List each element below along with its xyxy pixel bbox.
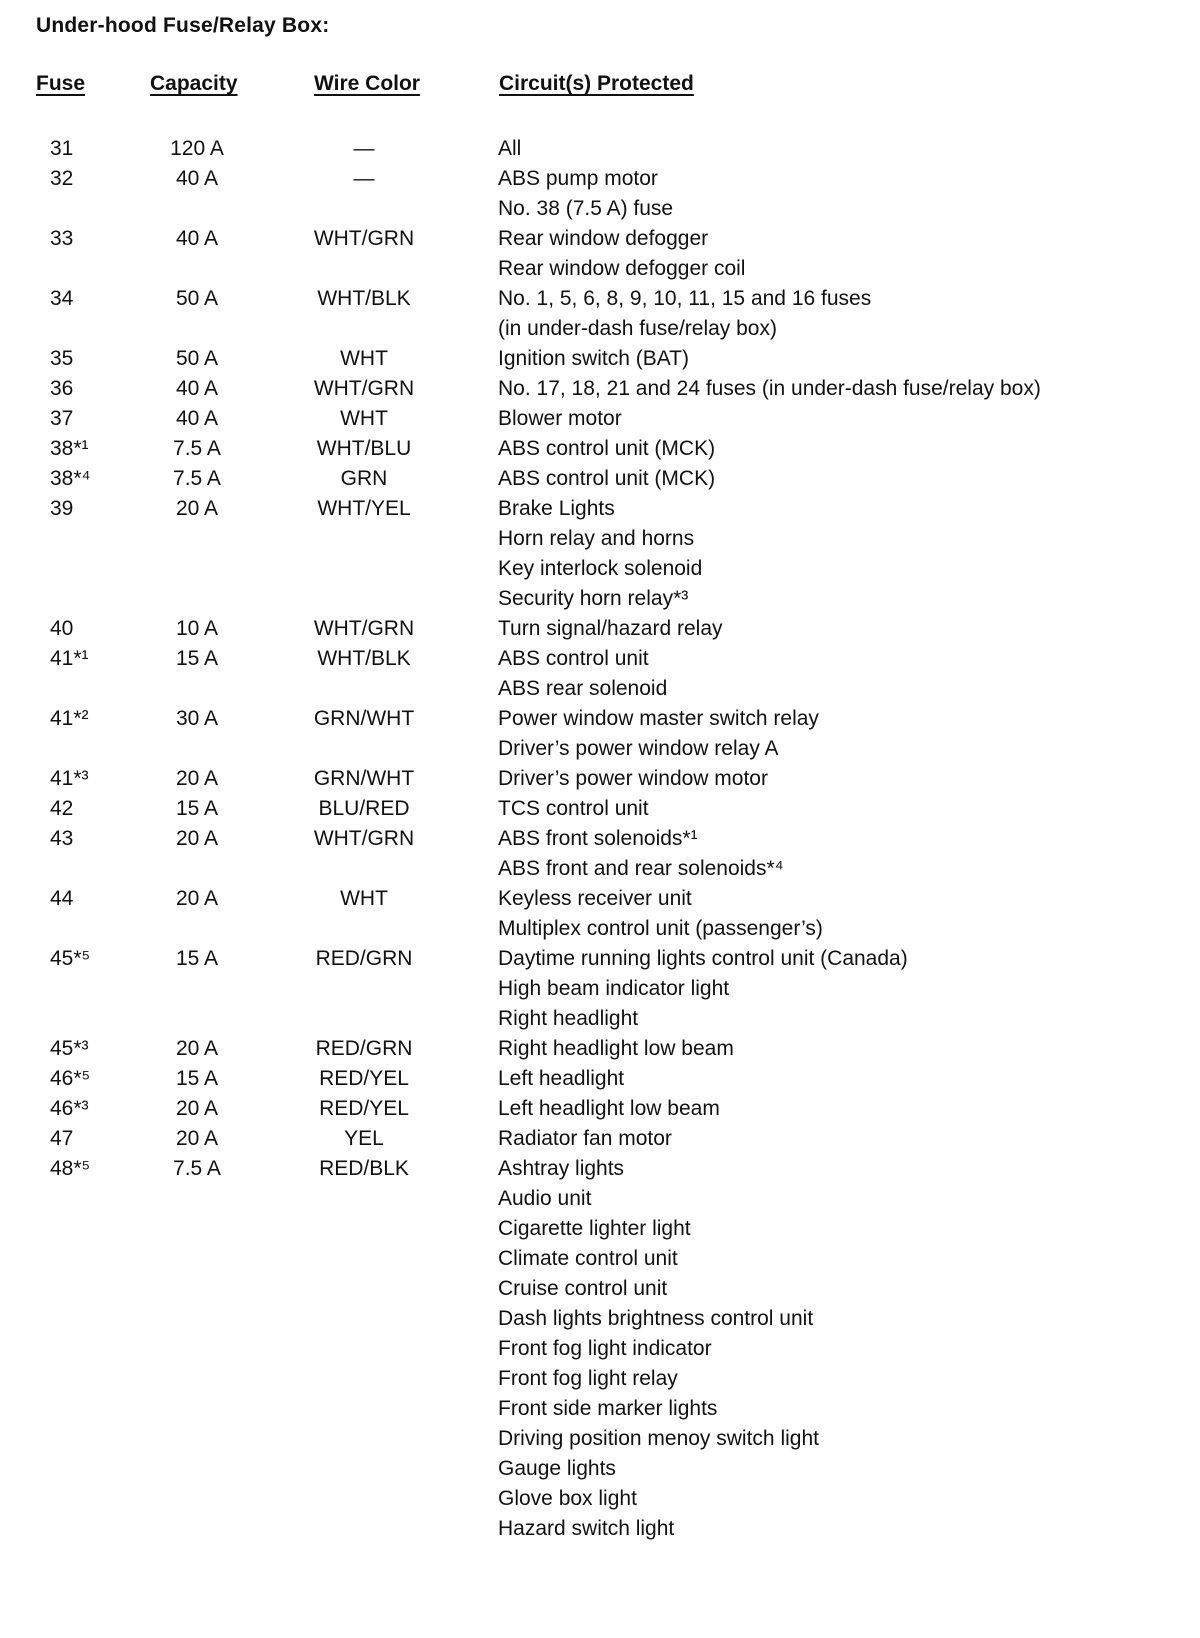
circuit-item: Front side marker lights	[498, 1397, 718, 1420]
wire-color: WHT/BLU	[316, 437, 412, 460]
fuse-number: 38*¹	[50, 437, 89, 460]
wire-color: GRN	[340, 467, 388, 490]
circuit-item: Power window master switch relay	[498, 707, 819, 730]
table-row	[0, 1094, 1200, 1124]
circuit-item: Driving position menoy switch light	[498, 1427, 819, 1450]
fuse-capacity: 15 A	[175, 797, 219, 820]
table-row	[0, 1064, 1200, 1094]
fuse-capacity: 20 A	[175, 887, 219, 910]
circuit-item: Audio unit	[498, 1187, 592, 1210]
fuse-number: 38*⁴	[50, 467, 91, 490]
circuit-item: Cruise control unit	[498, 1277, 668, 1300]
wire-color: WHT/GRN	[313, 227, 415, 250]
wire-color: WHT/YEL	[317, 497, 411, 520]
circuit-item: ABS pump motor	[498, 167, 658, 190]
table-row	[0, 284, 1200, 344]
fuse-capacity: 40 A	[175, 407, 219, 430]
circuit-item: Blower motor	[498, 407, 622, 430]
fuse-number: 36	[50, 377, 74, 400]
circuit-item: (in under-dash fuse/relay box)	[498, 317, 777, 340]
circuit-item: Left headlight low beam	[498, 1097, 720, 1120]
circuit-item: Glove box light	[498, 1487, 637, 1510]
fuse-capacity: 7.5 A	[173, 1157, 221, 1180]
circuits-protected	[498, 404, 1200, 434]
table-row	[0, 404, 1200, 434]
header-capacity: Capacity	[150, 72, 238, 95]
wire-color: —	[353, 167, 375, 190]
wire-color: WHT	[340, 347, 388, 370]
fuse-number: 45*⁵	[50, 947, 91, 970]
wire-color: WHT/GRN	[313, 827, 415, 850]
circuit-item: Multiplex control unit (passenger’s)	[498, 917, 823, 940]
circuits-protected	[498, 344, 1200, 374]
fuse-number: 47	[50, 1127, 74, 1150]
circuit-item: Rear window defogger coil	[498, 257, 746, 280]
table-row	[0, 704, 1200, 764]
circuit-item: Dash lights brightness control unit	[498, 1307, 814, 1330]
fuse-table	[0, 134, 1200, 1544]
wire-color: BLU/RED	[318, 797, 410, 820]
wire-color: RED/GRN	[315, 1037, 413, 1060]
circuit-item: Turn signal/hazard relay	[498, 617, 723, 640]
fuse-capacity: 40 A	[175, 227, 219, 250]
fuse-number: 48*⁵	[50, 1157, 91, 1180]
table-row	[0, 434, 1200, 464]
table-row	[0, 794, 1200, 824]
table-row	[0, 644, 1200, 704]
circuit-item: ABS control unit (MCK)	[498, 437, 716, 460]
fuse-number: 41*¹	[50, 647, 89, 670]
wire-color: RED/BLK	[319, 1157, 409, 1180]
table-row	[0, 344, 1200, 374]
circuit-item: Front fog light relay	[498, 1367, 678, 1390]
header-fuse: Fuse	[36, 72, 86, 95]
fuse-capacity: 40 A	[175, 167, 219, 190]
circuit-item: Driver’s power window motor	[498, 767, 768, 790]
fuse-number: 44	[50, 887, 74, 910]
wire-color: GRN/WHT	[313, 767, 415, 790]
circuit-item: ABS rear solenoid	[498, 677, 668, 700]
fuse-capacity: 40 A	[175, 377, 219, 400]
circuit-item: Ashtray lights	[498, 1157, 625, 1180]
circuits-protected	[498, 644, 1200, 704]
fuse-number: 33	[50, 227, 74, 250]
circuits-protected	[498, 884, 1200, 944]
circuits-protected	[498, 614, 1200, 644]
fuse-capacity: 20 A	[175, 1037, 219, 1060]
circuit-item: Daytime running lights control unit (Canada)	[498, 947, 908, 970]
fuse-number: 39	[50, 497, 74, 520]
table-row	[0, 164, 1200, 224]
table-row	[0, 764, 1200, 794]
circuits-protected	[498, 284, 1200, 344]
page-title: Under-hood Fuse/Relay Box:	[36, 14, 330, 37]
table-row	[0, 1124, 1200, 1154]
fuse-capacity: 15 A	[175, 647, 219, 670]
circuit-item: Climate control unit	[498, 1247, 678, 1270]
circuits-protected	[498, 1154, 1200, 1544]
wire-color: WHT	[340, 407, 388, 430]
fuse-capacity: 20 A	[175, 767, 219, 790]
circuits-protected	[498, 464, 1200, 494]
circuits-protected	[498, 224, 1200, 284]
circuits-protected	[498, 794, 1200, 824]
circuits-protected	[498, 1034, 1200, 1064]
circuit-item: Gauge lights	[498, 1457, 616, 1480]
circuit-item: Ignition switch (BAT)	[498, 347, 689, 370]
fuse-number: 41*³	[50, 767, 89, 790]
wire-color: RED/YEL	[319, 1097, 409, 1120]
wire-color: WHT	[340, 887, 388, 910]
wire-color: RED/GRN	[315, 947, 413, 970]
table-row	[0, 464, 1200, 494]
circuit-item: Right headlight low beam	[498, 1037, 734, 1060]
fuse-number: 31	[50, 137, 74, 160]
table-row	[0, 884, 1200, 944]
wire-color: WHT/GRN	[313, 377, 415, 400]
circuit-item: TCS control unit	[498, 797, 649, 820]
wire-color: RED/YEL	[319, 1067, 409, 1090]
fuse-capacity: 20 A	[175, 497, 219, 520]
fuse-number: 41*²	[50, 707, 89, 730]
wire-color: WHT/GRN	[313, 617, 415, 640]
fuse-number: 34	[50, 287, 74, 310]
circuits-protected	[498, 374, 1200, 404]
header-circuits-protected: Circuit(s) Protected	[499, 72, 694, 95]
table-row	[0, 374, 1200, 404]
wire-color: —	[353, 137, 375, 160]
table-row	[0, 1154, 1200, 1544]
fuse-number: 46*³	[50, 1097, 89, 1120]
circuits-protected	[498, 704, 1200, 764]
circuit-item: Key interlock solenoid	[498, 557, 703, 580]
wire-color: WHT/BLK	[317, 647, 411, 670]
table-row	[0, 134, 1200, 164]
fuse-capacity: 10 A	[175, 617, 219, 640]
fuse-capacity: 20 A	[175, 827, 219, 850]
fuse-number: 37	[50, 407, 74, 430]
fuse-capacity: 15 A	[175, 1067, 219, 1090]
circuit-item: Left headlight	[498, 1067, 625, 1090]
fuse-capacity: 20 A	[175, 1127, 219, 1150]
circuit-item: ABS control unit	[498, 647, 649, 670]
table-row	[0, 614, 1200, 644]
table-row	[0, 944, 1200, 1034]
circuit-item: High beam indicator light	[498, 977, 730, 1000]
circuit-item: No. 38 (7.5 A) fuse	[498, 197, 674, 220]
circuit-item: All	[498, 137, 522, 160]
circuit-item: Driver’s power window relay A	[498, 737, 779, 760]
fuse-capacity: 50 A	[175, 347, 219, 370]
fuse-number: 46*⁵	[50, 1067, 91, 1090]
fuse-capacity: 15 A	[175, 947, 219, 970]
circuit-item: Rear window defogger	[498, 227, 709, 250]
circuit-item: Keyless receiver unit	[498, 887, 692, 910]
circuit-item: Security horn relay*³	[498, 587, 689, 610]
circuit-item: Brake Lights	[498, 497, 615, 520]
fuse-number: 43	[50, 827, 74, 850]
fuse-capacity: 30 A	[175, 707, 219, 730]
fuse-number: 32	[50, 167, 74, 190]
fuse-number: 45*³	[50, 1037, 89, 1060]
table-row	[0, 224, 1200, 284]
fuse-capacity: 7.5 A	[173, 437, 221, 460]
header-wire-color: Wire Color	[314, 72, 420, 95]
table-row	[0, 494, 1200, 614]
circuit-item: No. 1, 5, 6, 8, 9, 10, 11, 15 and 16 fuses	[498, 287, 872, 310]
circuits-protected	[498, 1064, 1200, 1094]
circuits-protected	[498, 1124, 1200, 1154]
fuse-capacity: 120 A	[170, 137, 224, 160]
circuits-protected	[498, 764, 1200, 794]
fuse-number: 35	[50, 347, 74, 370]
fuse-capacity: 7.5 A	[173, 467, 221, 490]
circuits-protected	[498, 944, 1200, 1034]
table-row	[0, 1034, 1200, 1064]
circuit-item: Right headlight	[498, 1007, 639, 1030]
circuits-protected	[498, 824, 1200, 884]
fuse-number: 42	[50, 797, 74, 820]
circuits-protected	[498, 494, 1200, 614]
fuse-capacity: 50 A	[175, 287, 219, 310]
circuit-item: Cigarette lighter light	[498, 1217, 691, 1240]
table-row	[0, 824, 1200, 884]
fuse-capacity: 20 A	[175, 1097, 219, 1120]
circuit-item: Front fog light indicator	[498, 1337, 712, 1360]
circuit-item: Horn relay and horns	[498, 527, 695, 550]
wire-color: WHT/BLK	[317, 287, 411, 310]
circuits-protected	[498, 434, 1200, 464]
wire-color: GRN/WHT	[313, 707, 415, 730]
circuit-item: Radiator fan motor	[498, 1127, 672, 1150]
circuit-item: No. 17, 18, 21 and 24 fuses (in under-dash fuse/relay box)	[498, 377, 1041, 400]
circuits-protected	[498, 1094, 1200, 1124]
circuit-item: ABS control unit (MCK)	[498, 467, 716, 490]
circuit-item: Hazard switch light	[498, 1517, 675, 1540]
circuit-item: ABS front solenoids*¹	[498, 827, 698, 850]
circuits-protected	[498, 164, 1200, 224]
circuit-item: ABS front and rear solenoids*⁴	[498, 857, 784, 880]
fuse-number: 40	[50, 617, 74, 640]
wire-color: YEL	[344, 1127, 384, 1150]
circuits-protected	[498, 134, 1200, 164]
